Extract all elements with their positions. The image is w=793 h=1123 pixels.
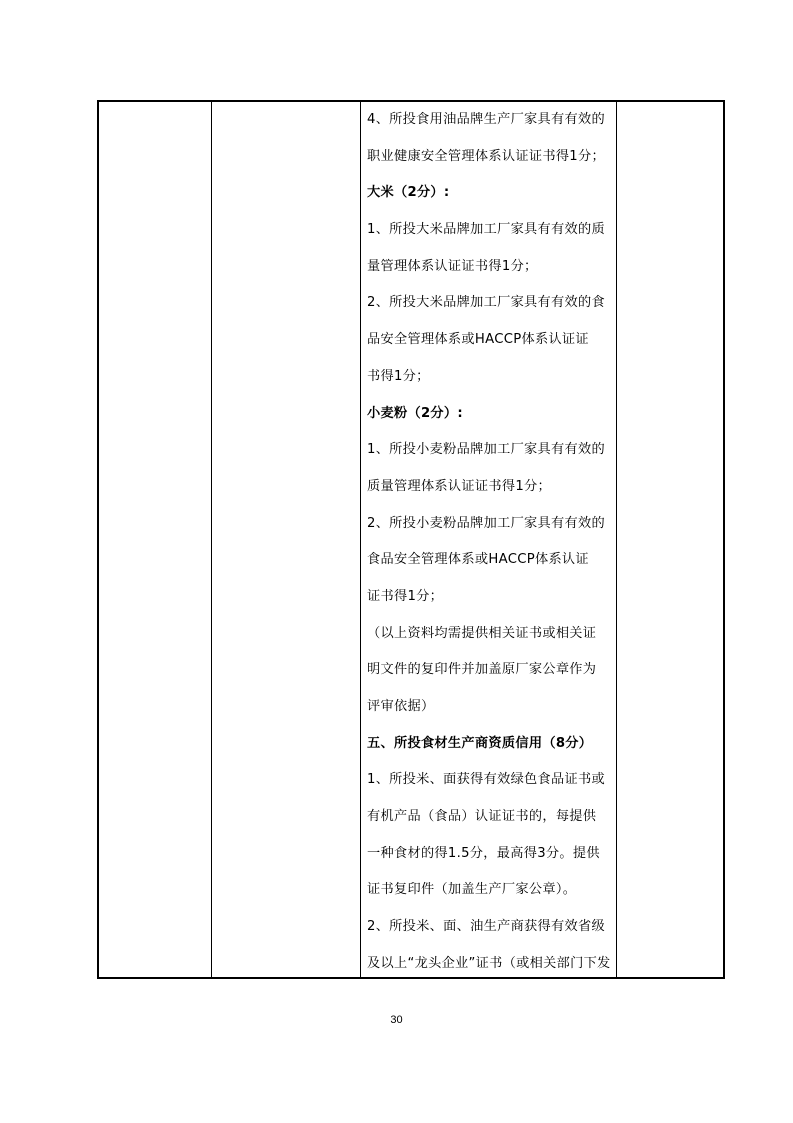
section-heading: 大米（2分）: [367,185,450,201]
column-divider [211,102,212,977]
page-number: 30 [390,1014,403,1026]
criteria-text-line: 职业健康安全管理体系认证证书得1分； [367,148,605,164]
criteria-text-line: 一种食材的得1.5分，最高得3分。提供 [367,845,600,861]
criteria-text-line: 量管理体系认证证书得1分； [367,258,538,274]
criteria-text-line: 明文件的复印件并加盖原厂家公章作为 [367,662,597,678]
criteria-text-line: 书得1分； [367,368,430,384]
column-divider [616,102,617,977]
criteria-text-line: 食品安全管理体系或HACCP体系认证 [367,552,589,568]
criteria-text-line: 2、所投米、面、油生产商获得有效省级 [367,919,605,935]
column-divider [360,102,361,977]
criteria-text-line: 证书得1分； [367,588,444,604]
criteria-table [97,100,725,979]
criteria-text-line: （以上资料均需提供相关证书或相关证 [367,625,597,641]
criteria-text-line: 质量管理体系认证证书得1分； [367,478,552,494]
criteria-text-line: 2、所投小麦粉品牌加工厂家具有有效的 [367,515,605,531]
section-heading: 小麦粉（2分）: [367,405,463,421]
scoring-criteria-cell [367,102,613,983]
section-heading: 五、所投食材生产商资质信用（8分） [367,735,593,751]
criteria-text-line: 1、所投米、面获得有效绿色食品证书或 [367,772,605,788]
criteria-text-line: 1、所投小麦粉品牌加工厂家具有有效的 [367,442,605,458]
criteria-text-line: 评审依据） [367,699,435,714]
criteria-text-line: 证书复印件（加盖生产厂家公章）。 [367,882,577,898]
criteria-text-line: 4、所投食用油品牌生产厂家具有有效的 [367,112,605,127]
criteria-text-line: 有机产品（食品）认证证书的，每提供 [367,809,597,825]
criteria-text-line: 2、所投大米品牌加工厂家具有有效的食 [367,295,605,311]
criteria-text-line: 1、所投大米品牌加工厂家具有有效的质 [367,222,605,238]
criteria-text-line: 品安全管理体系或HACCP体系认证证 [367,332,589,348]
criteria-text-line: 及以上“龙头企业”证书（或相关部门下发 [367,955,611,971]
